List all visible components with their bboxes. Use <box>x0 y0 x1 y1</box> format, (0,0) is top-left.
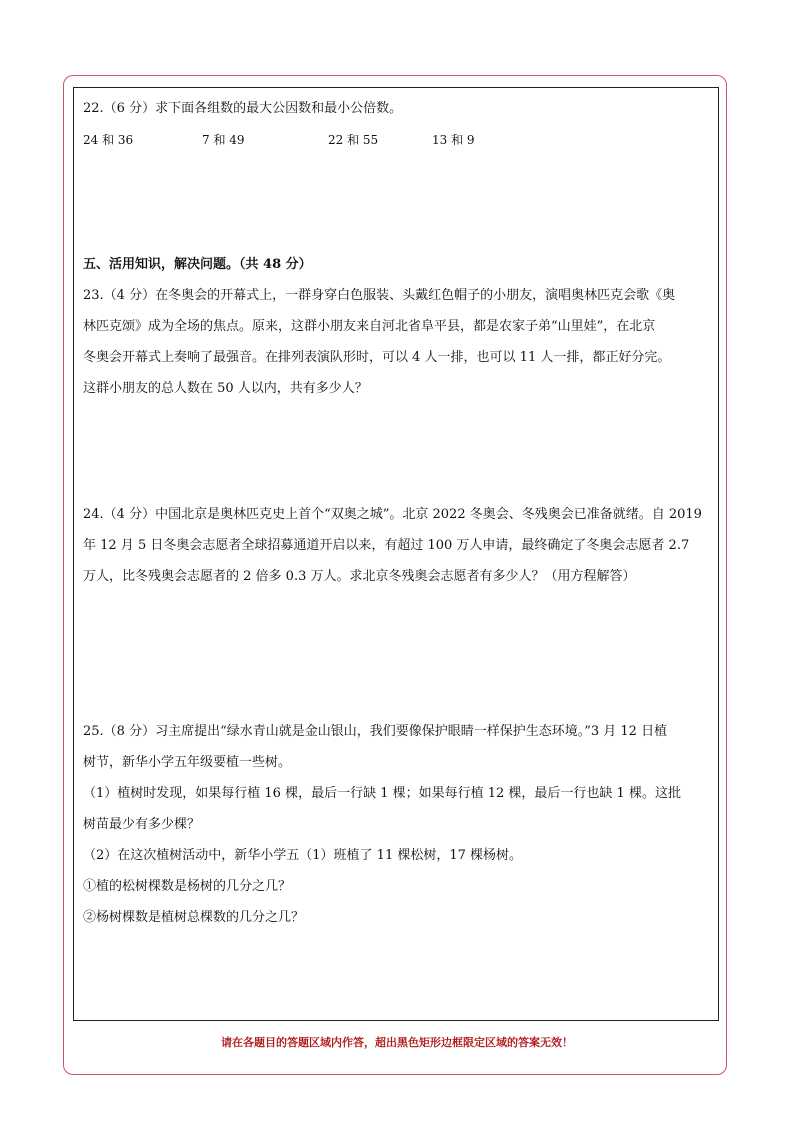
q24-line-3: 万人，比冬残奥会志愿者的 2 倍多 0.3 万人。求北京冬残奥会志愿者有多少人？（用方程解答） <box>83 569 636 584</box>
q25-sub-2: ②杨树棵数是植树总棵数的几分之几？ <box>83 910 305 925</box>
q25-part2-line: （2）在这次植树活动中，新华小学五（1）班植了 11 棵松树，17 棵杨树。 <box>83 848 523 863</box>
q23-line-3: 冬奥会开幕式上奏响了最强音。在排列表演队形时，可以 4 人一排，也可以 11 人一排，都正好分完。 <box>83 350 671 365</box>
q25-part1-line-1: （1）植树时发现，如果每行植 16 棵，最后一行缺 1 棵；如果每行植 12 棵，最后一行也缺 1 棵。这批 <box>83 786 681 801</box>
q24-line-2: 年 12 月 5 日冬奥会志愿者全球招募通道开启以来，有超过 100 万人申请，最终确定了冬奥会志愿者 2.7 <box>83 538 690 553</box>
q22-pair-1: 24 和 36 <box>83 133 134 147</box>
q22-header: 22.（6 分）求下面各组数的最大公因数和最小公倍数。 <box>83 101 403 116</box>
q24-line-1: 24.（4 分）中国北京是奥林匹克史上首个“双奥之城”。北京 2022 冬奥会、冬残奥会已准备就绪。自 2019 <box>83 507 702 522</box>
q25-line-1: 25.（8 分）习主席提出“绿水青山就是金山银山，我们要像保护眼睛一样保护生态环境。”3 月 12 日植 <box>83 724 668 739</box>
q22-pair-3: 22 和 55 <box>328 133 379 147</box>
q23-line-1: 23.（4 分）在冬奥会的开幕式上，一群身穿白色服装、头戴红色帽子的小朋友，演唱奥林匹克会歌《奥 <box>83 288 676 303</box>
q22-pair-2: 7 和 49 <box>202 133 245 147</box>
q23-line-4: 这群小朋友的总人数在 50 人以内，共有多少人？ <box>83 381 368 396</box>
q25-sub-1: ①植的松树棵数是杨树的几分之几？ <box>83 879 292 894</box>
q25-part1-line-2: 树苗最少有多少棵？ <box>83 817 201 832</box>
section-5-title: 五、活用知识，解决问题。（共 48 分） <box>83 257 312 272</box>
q22-pair-4: 13 和 9 <box>432 133 475 147</box>
answer-area-warning: 请在各题目的答题区域内作答，超出黑色矩形边框限定区域的答案无效！ <box>221 1036 573 1049</box>
q23-line-2: 林匹克颂》成为全场的焦点。原来，这群小朋友来自河北省阜平县，都是农家子弟“山里娃”，在北京 <box>83 319 656 334</box>
q25-line-2: 树节，新华小学五年级要植一些树。 <box>83 755 292 770</box>
